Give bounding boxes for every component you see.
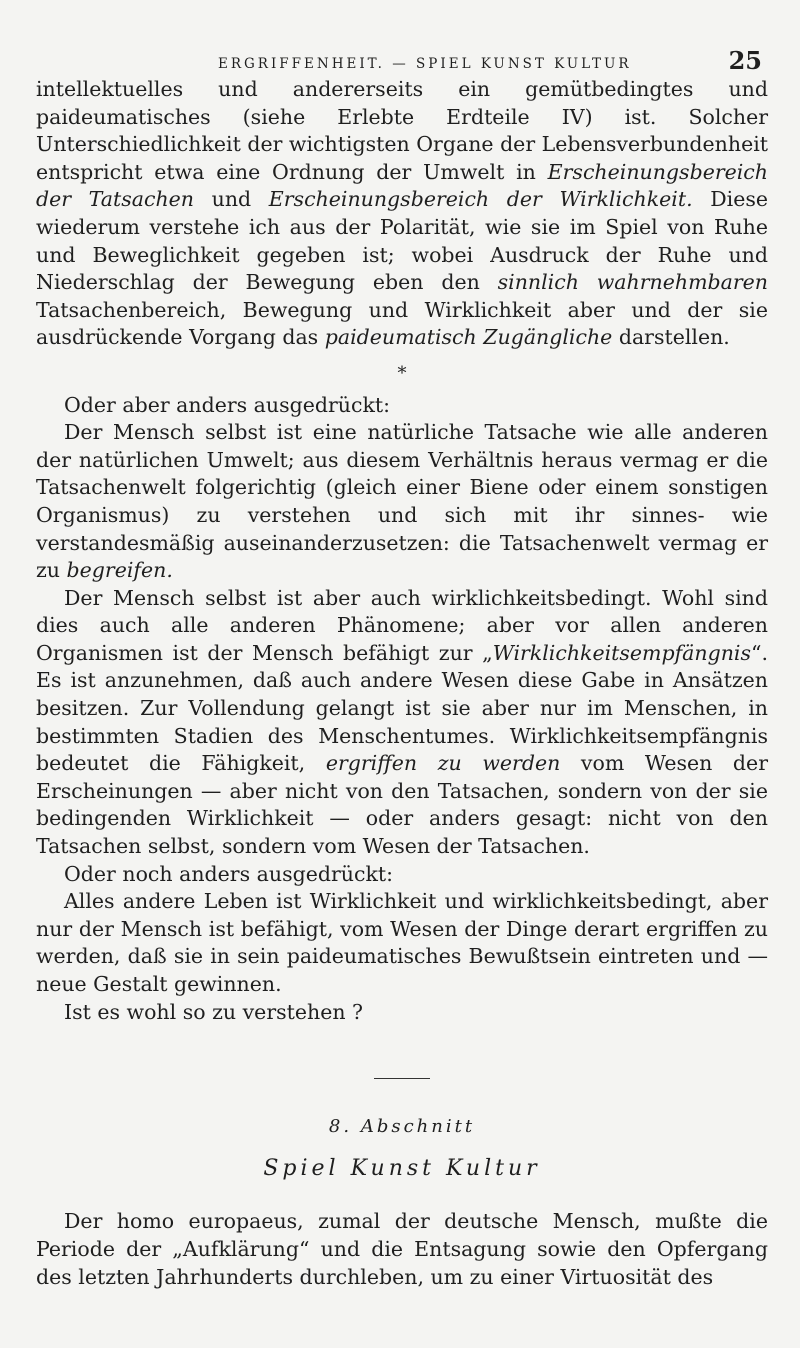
emphasis: paideumatisch Zugängliche	[324, 325, 613, 350]
paragraph-1: intellektuelles und andererseits ein gemütbedingtes und paideumatisches (siehe Erlebte Erdteile IV) ist. Solcher Unterschiedlichkeit der wichtigsten Organe der Lebensverbundenheit entspricht etwa eine Ordnung der Umwelt in Erscheinungsbereich der Tatsachen und Erscheinungsbereich der Wirklichkeit. Diese wiederum verstehe ich aus der Polarität, wie sie im Spiel von Ruhe und Beweglichkeit gegeben ist; wobei Ausdruck der Ruhe und Niederschlag der Bewegung eben den sinnlich wahrnehmbaren Tatsachenbereich, Bewegung und Wirklichkeit aber und der sie ausdrückende Vorgang das paideumatisch Zugängliche darstellen.	[36, 77, 769, 350]
emphasis: Wirklichkeitsempfängnis	[492, 640, 751, 665]
emphasis: sinnlich wahrnehmbaren	[497, 270, 768, 295]
page-header	[36, 0, 768, 76]
section-break-asterisk: *	[397, 362, 407, 384]
paragraph-6: Alles andere Leben ist Wirklichkeit und wirklichkeitsbedingt, aber nur der Mensch ist befähigt, vom Wesen der Dinge derart ergriffen zu werden, daß sie in sein paideumatisches Bewußtsein eintreten und — neue Gestalt gewinnen.	[36, 889, 768, 996]
page-number: 25	[728, 46, 762, 75]
emphasis: Erscheinungsbereich der Wirklichkeit.	[268, 187, 693, 212]
section-number: 8. Abschnitt	[328, 1116, 476, 1138]
paragraph-2: Oder aber anders ausgedrückt:	[64, 392, 391, 417]
emphasis: ergriffen zu werden	[325, 751, 561, 776]
divider-rule	[374, 1078, 430, 1079]
running-head: ERGRIFFENHEIT. — SPIEL KUNST KULTUR	[218, 56, 632, 72]
body-text	[36, 76, 768, 1291]
paragraph-4: Der Mensch selbst ist aber auch wirklichkeitsbedingt. Wohl sind dies auch alle anderen Phänomene; aber vor allen anderen Organismen ist der Mensch befähigt zur „Wirklichkeitsempfängnis“. Es ist anzunehmen, daß auch andere Wesen diese Gabe in Ansätzen besitzen. Zur Vollendung gelangt ist sie aber nur im Menschen, in bestimmten Stadien des Menschentumes. Wirklichkeitsempfängnis bedeutet die Fähigkeit, ergriffen zu werden vom Wesen der Erscheinungen — aber nicht von den Tatsachen, sondern von der sie bedingenden Wirklichkeit — oder anders gesagt: nicht von den Tatsachen selbst, sondern vom Wesen der Tatsachen.	[36, 585, 768, 859]
emphasis: Erscheinungsbereich der Tatsachen	[36, 159, 768, 212]
paragraph-5: Oder noch anders ausgedrückt:	[64, 861, 394, 886]
paragraph-7: Ist es wohl so zu verstehen ?	[64, 999, 364, 1024]
paragraph-3: Der Mensch selbst ist eine natürliche Tatsache wie alle anderen der natürlichen Umwelt; aus diesem Verhältnis heraus vermag er die Tatsachenwelt folgerichtig (gleich einer Biene oder einem sonstigen Organismus) zu verstehen und sich mit ihr sinnes- wie verstandesmäßig auseinanderzusetzen: die Tatsachenwelt vermag er zu begreifen.	[36, 420, 768, 583]
section-title: Spiel Kunst Kultur	[263, 1155, 541, 1181]
emphasis: begreifen.	[66, 558, 173, 583]
paragraph-8: Der homo europaeus, zumal der deutsche Mensch, mußte die Periode der „Aufklärung“ und die Entsagung sowie den Opfergang des letzten Jahrhunderts durchleben, um zu einer Virtuosität des	[36, 1209, 768, 1289]
